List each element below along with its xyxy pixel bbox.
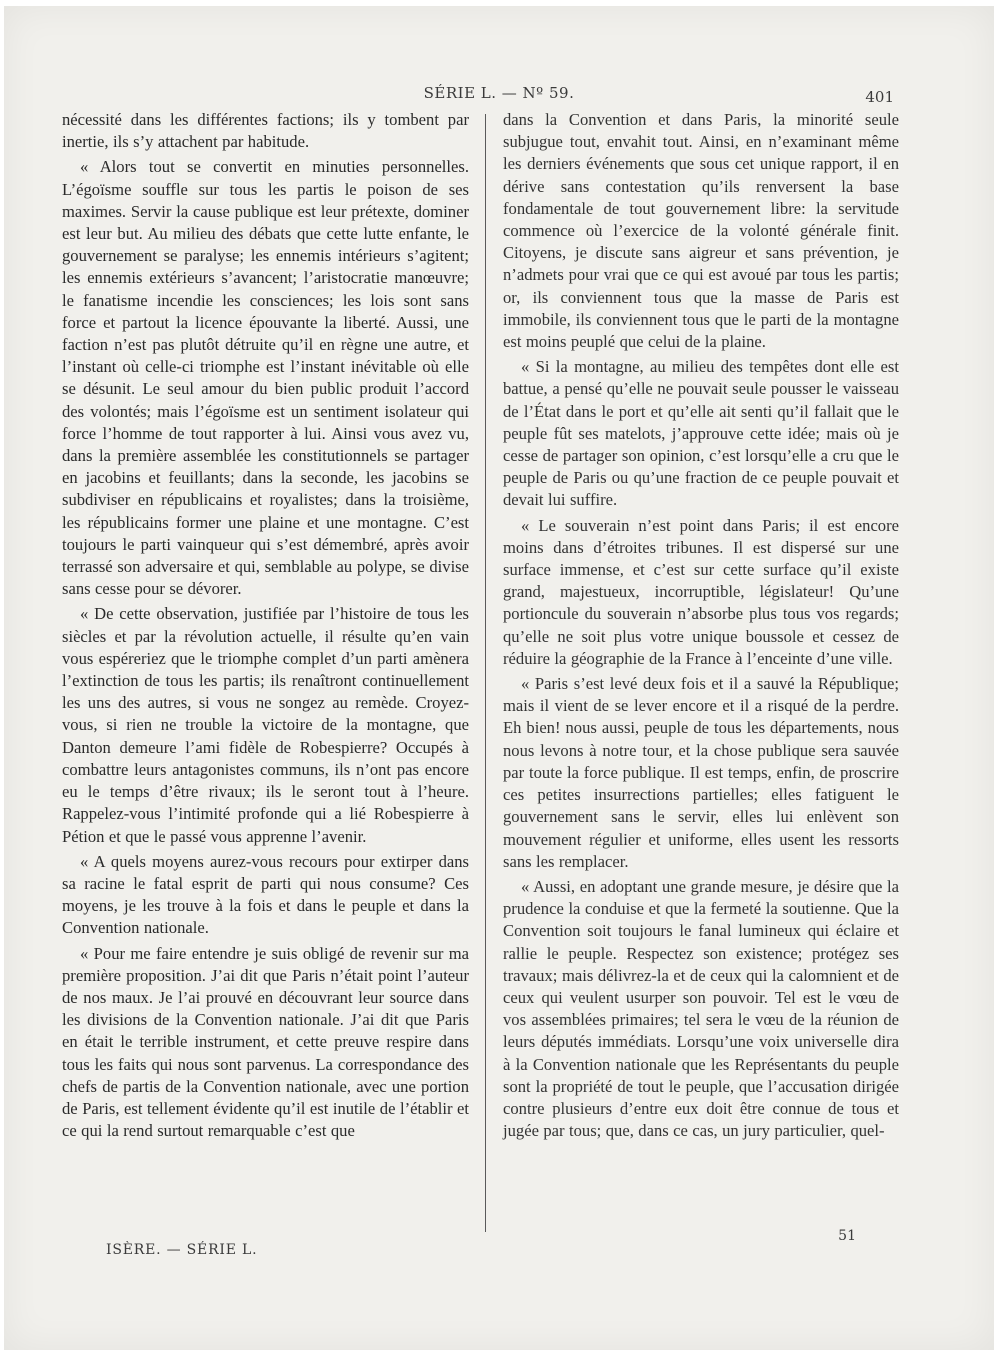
document-page — [4, 6, 994, 1350]
signature-mark: 51 — [838, 1228, 856, 1244]
left-column — [62, 109, 469, 1145]
paragraph: nécessité dans les différentes factions; ils y tombent par inertie, ils s’y attachent par habitude. — [62, 110, 469, 152]
paragraph: « Si la montagne, au milieu des tempêtes dont elle est battue, a pensé qu’elle ne pouvait seule pousser le vaisseau de l’État dans le port et qu’elle ait senti qu’il fallait que le peuple fût ses matelots, j’approuve cette idée; mais où je cesse de partager son opinion, c’est lorsqu’elle a cru que le peuple de Paris ou qu’une fraction de ce peuple pouvait et devait lui suffire. — [503, 357, 899, 510]
paragraph: dans la Convention et dans Paris, la minorité seule subjugue tout, envahit tout. Ainsi, en n’examinant même les derniers événements que sous cet unique rapport, il en dérive sans contestation qu’ils renversent la base fondamentale de tout gouvernement libre: la servitude commence où l’exercice de la volonté générale finit. Citoyens, je discute sans aigreur et sans prévention, je n’admets pour vrai que ce qui est avoué par tous les partis; or, ils conviennent tous que la masse de Paris est immobile, ils conviennent tous que le parti de la montagne est moins peuplé que celui de la plaine. — [503, 110, 899, 352]
page-number: 401 — [865, 88, 894, 106]
paragraph: « Paris s’est levé deux fois et il a sauvé la République; mais il vient de se lever encore et il a risqué de la perdre. Eh bien! nous aussi, peuple de tous les départements, nous nous levons à notre tour, et la chose publique sera sauvée par toute la force publique. Il est temps, enfin, de proscrire ces petites insurrections partielles; elles fatiguent le gouvernement sans le servir, elles lui enlèvent son mouvement régulier et uniforme, elles usent les ressorts sans les remplacer. — [503, 674, 899, 871]
paragraph: « De cette observation, justifiée par l’histoire de tous les siècles et par la révolution actuelle, il résulte qu’en vain vous espéreriez que le triomphe complet d’un parti amènera l’extinction de tous les partis; ils renaîtront continuellement les uns des autres, si vous ne songez au remède. Croyez-vous, si rien ne trouble la victoire de la montagne, que Danton demeure l’ami fidèle de Robespierre? Occupés à combattre leurs antagonistes communs, ils n’ont pas encore eu le temps d’être rivaux; ils le seront tout à l’heure. Rappelez-vous l’intimité profonde qui a lié Robespierre à Pétion et que le passé vous apprenne l’avenir. — [62, 604, 469, 846]
running-title: SÉRIE L. — Nº 59. — [423, 84, 575, 102]
column-divider — [485, 114, 486, 1232]
right-column — [503, 109, 899, 1145]
paragraph: « Aussi, en adoptant une grande mesure, je désire que la prudence la conduise et que la fermeté la soutienne. Que la Convention soit toujours le fanal lumineux qui éclaire et rallie le peuple. Respectez son existence; protégez ses travaux; mais délivrez-la et de ceux qui la calomnient et de ceux qui veulent usurper son pouvoir. Tel est le vœu de vos assemblées primaires; tel sera le vœu de la réunion de leurs députés immédiats. Lorsqu’une voix universelle dira à la Convention nationale que les Représentants du peuple sont la propriété de tout le peuple, que l’accusation dirigée contre plusieurs d’entre eux doit être connue de tous et jugée par tous; que, dans ce cas, un jury particulier, quel- — [503, 876, 899, 1141]
paragraph: « Pour me faire entendre je suis obligé de revenir sur ma première proposition. J’ai dit que Paris n’était point l’auteur de nos maux. Je l’ai prouvé en découvrant leur source dans les divisions de la Convention nationale. J’ai dit que Paris en était le terrible instrument, et cette preuve respire dans tous les faits qui nous sont parvenus. La correspondance des chefs de partis de la Convention nationale, avec une portion de Paris, est tellement évidente qu’il est inutile de l’établir et ce qui la rend surtout remarquable c’est que — [62, 943, 469, 1141]
footer-series-label: ISÈRE. — SÉRIE L. — [106, 1242, 258, 1258]
paragraph: « Alors tout se convertit en minuties personnelles. L’égoïsme souffle sur tous les partis le poison de ses maximes. Servir la cause publique est leur prétexte, dominer est leur but. Au milieu des débats que cette lutte enfante, le gouvernement se paralyse; les ennemis intérieurs s’agitent; les ennemis extérieurs s’avancent; l’aristocratie manœuvre; le fanatisme incendie les consciences; les lois sont sans force et partout la licence épouvante la liberté. Aussi, une faction n’est pas plutôt détruite qu’il en règne une autre, et l’instant où celle-ci triomphe est l’instant inévitable où elle se désunit. Le seul amour du bien public produit l’accord des volontés; mais l’égoïsme est un sentiment isolateur qui force l’homme de tout rapporter à lui. Ainsi vous avez vu, dans la première assemblée les constitutionnels se partager en jacobins et feuillants; dans la seconde, les jacobins se subdiviser en républicains et royalistes; dans la troisième, les républicains former une plaine et une montagne. C’est toujours le parti vainqueur qui s’est démembré, après avoir terrassé son adversaire et qui, semblable au polype, se divise sans cesse pour se dévorer. — [62, 157, 469, 599]
paragraph: « A quels moyens aurez-vous recours pour extirper dans sa racine le fatal esprit de parti qui nous consume? Ces moyens, je les trouve à la fois et dans le peuple et dans la Convention nationale. — [62, 851, 469, 938]
paragraph: « Le souverain n’est point dans Paris; il est encore moins dans d’étroites tribunes. Il est dispersé sur une surface immense, et c’est sur cette surface qu’il existe grand, majestueux, incorruptible, législateur! Qu’une portioncule du souverain n’absorbe plus tous vos regards; qu’elle ne soit plus votre unique boussole et cessez de réduire la géographie de la France à l’enceinte d’une ville. — [503, 515, 899, 668]
